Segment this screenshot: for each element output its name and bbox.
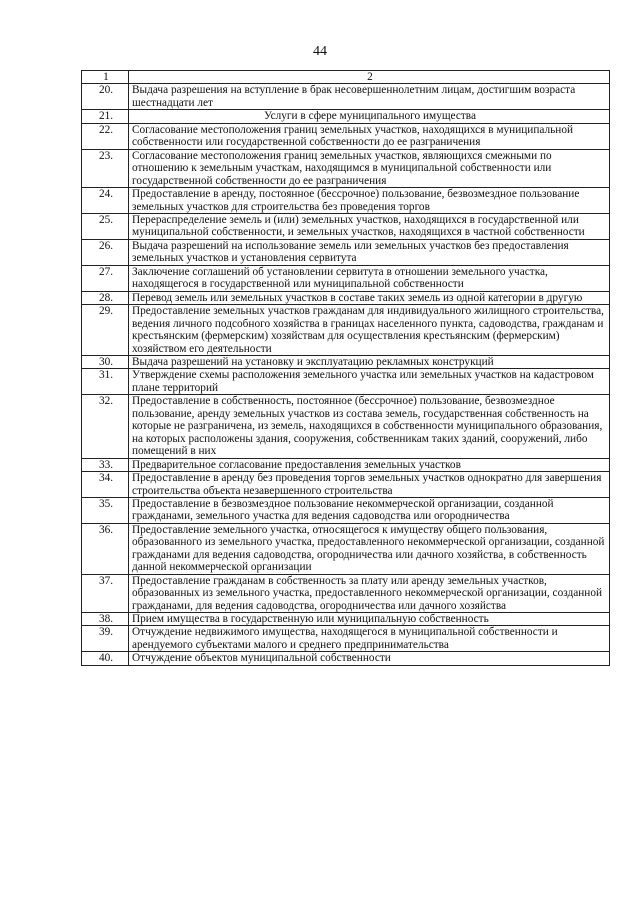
row-number: 25.	[82, 213, 129, 239]
section-heading-row	[82, 110, 610, 123]
service-name: Предоставление в безвозмездное пользование некоммерческой организации, созданной гражданами, земельного участка для ведения садоводства или огородничества	[129, 497, 610, 523]
service-name: Прием имущества в государственную или муниципальную собственность	[129, 613, 610, 626]
table-row	[82, 395, 610, 458]
table-row	[82, 574, 610, 612]
service-name: Предоставление земельных участков гражданам для индивидуального жилищного строительства, ведения личного подсобного хозяйства в границах населенного пункта, садоводства, гражданам и крестьянским (фермерским) хозяйствам для осуществления крестьянским (фермерским) хозяйством его деятельности	[129, 305, 610, 356]
row-number: 20.	[82, 84, 129, 110]
row-number: 36.	[82, 523, 129, 574]
table-row	[82, 355, 610, 368]
row-number: 33.	[82, 458, 129, 471]
service-name: Предоставление в собственность, постоянное (бессрочное) пользование, безвозмездное пользование, аренду земельных участков из состава земель, государственная собственность на которые не разграничена, из земель, находящихся в собственности муниципального образования, на которых расположены здания, сооружения, собственникам таких зданий, сооружений, либо помещений в них	[129, 395, 610, 458]
table-row	[82, 239, 610, 265]
row-number: 24.	[82, 188, 129, 214]
service-name: Согласование местоположения границ земельных участков, являющихся смежными по отношению к земельным участкам, находящимся в муниципальной собственности или государственной собственности до ее разграничения	[129, 149, 610, 187]
table-row	[82, 523, 610, 574]
table-row	[82, 305, 610, 356]
services-table	[81, 70, 610, 666]
header-col-2: 2	[129, 71, 610, 84]
row-number: 39.	[82, 626, 129, 652]
section-title: Услуги в сфере муниципального имущества	[129, 110, 610, 123]
row-number: 31.	[82, 369, 129, 395]
service-name: Выдача разрешения на вступление в брак несовершеннолетним лицам, достигшим возраста шестнадцати лет	[129, 84, 610, 110]
service-name: Предоставление в аренду без проведения торгов земельных участков однократно для завершения строительства объекта незавершенного строительства	[129, 472, 610, 498]
table-row	[82, 123, 610, 149]
service-name: Предварительное согласование предоставления земельных участков	[129, 458, 610, 471]
service-name: Отчуждение объектов муниципальной собственности	[129, 652, 610, 665]
service-name: Выдача разрешений на использование земель или земельных участков без предоставления земельных участков и установления сервитута	[129, 239, 610, 265]
row-number: 37.	[82, 574, 129, 612]
table-row	[82, 472, 610, 498]
row-number: 35.	[82, 497, 129, 523]
row-number: 23.	[82, 149, 129, 187]
table-row	[82, 149, 610, 187]
table-row	[82, 265, 610, 291]
table-row	[82, 652, 610, 665]
row-number: 21.	[82, 110, 129, 123]
service-name: Предоставление в аренду, постоянное (бессрочное) пользование, безвозмездное пользование земельных участков для строительства без проведения торгов	[129, 188, 610, 214]
row-number: 22.	[82, 123, 129, 149]
row-number: 38.	[82, 613, 129, 626]
table-row	[82, 188, 610, 214]
table-row	[82, 458, 610, 471]
table-row	[82, 369, 610, 395]
page-number: 44	[313, 44, 327, 59]
table-header-row	[82, 71, 610, 84]
table-row	[82, 84, 610, 110]
table-row	[82, 213, 610, 239]
row-number: 29.	[82, 305, 129, 356]
row-number: 26.	[82, 239, 129, 265]
service-name: Заключение соглашений об установлении сервитута в отношении земельного участка, находящегося в государственной или муниципальной собственности	[129, 265, 610, 291]
row-number: 34.	[82, 472, 129, 498]
table-row	[82, 613, 610, 626]
service-name: Предоставление гражданам в собственность за плату или аренду земельных участков, образованных из земельного участка, предоставленного некоммерческой организации, созданной гражданами, для ведения садоводства, огородничества или дачного хозяйства	[129, 574, 610, 612]
service-name: Перевод земель или земельных участков в составе таких земель из одной категории в другую	[129, 291, 610, 304]
table-row	[82, 291, 610, 304]
service-name: Перераспределение земель и (или) земельных участков, находящихся в государственной или муниципальной собственности, и земельных участков, находящихся в частной собственности	[129, 213, 610, 239]
row-number: 27.	[82, 265, 129, 291]
row-number: 32.	[82, 395, 129, 458]
header-col-1: 1	[82, 71, 129, 84]
row-number: 30.	[82, 355, 129, 368]
service-name: Утверждение схемы расположения земельного участка или земельных участков на кадастровом плане территорий	[129, 369, 610, 395]
row-number: 40.	[82, 652, 129, 665]
row-number: 28.	[82, 291, 129, 304]
table-row	[82, 626, 610, 652]
service-name: Предоставление земельного участка, относящегося к имуществу общего пользования, образованного из земельного участка, предоставленного некоммерческой организации, созданной гражданами для ведения садоводства, огородничества или дачного хозяйства, в собственность данной некоммерческой организации	[129, 523, 610, 574]
table-row	[82, 497, 610, 523]
service-name: Согласование местоположения границ земельных участков, находящихся в муниципальной собственности или государственной собственности до ее разграничения	[129, 123, 610, 149]
service-name: Отчуждение недвижимого имущества, находящегося в муниципальной собственности и арендуемого субъектами малого и среднего предпринимательства	[129, 626, 610, 652]
service-name: Выдача разрешений на установку и эксплуатацию рекламных конструкций	[129, 355, 610, 368]
